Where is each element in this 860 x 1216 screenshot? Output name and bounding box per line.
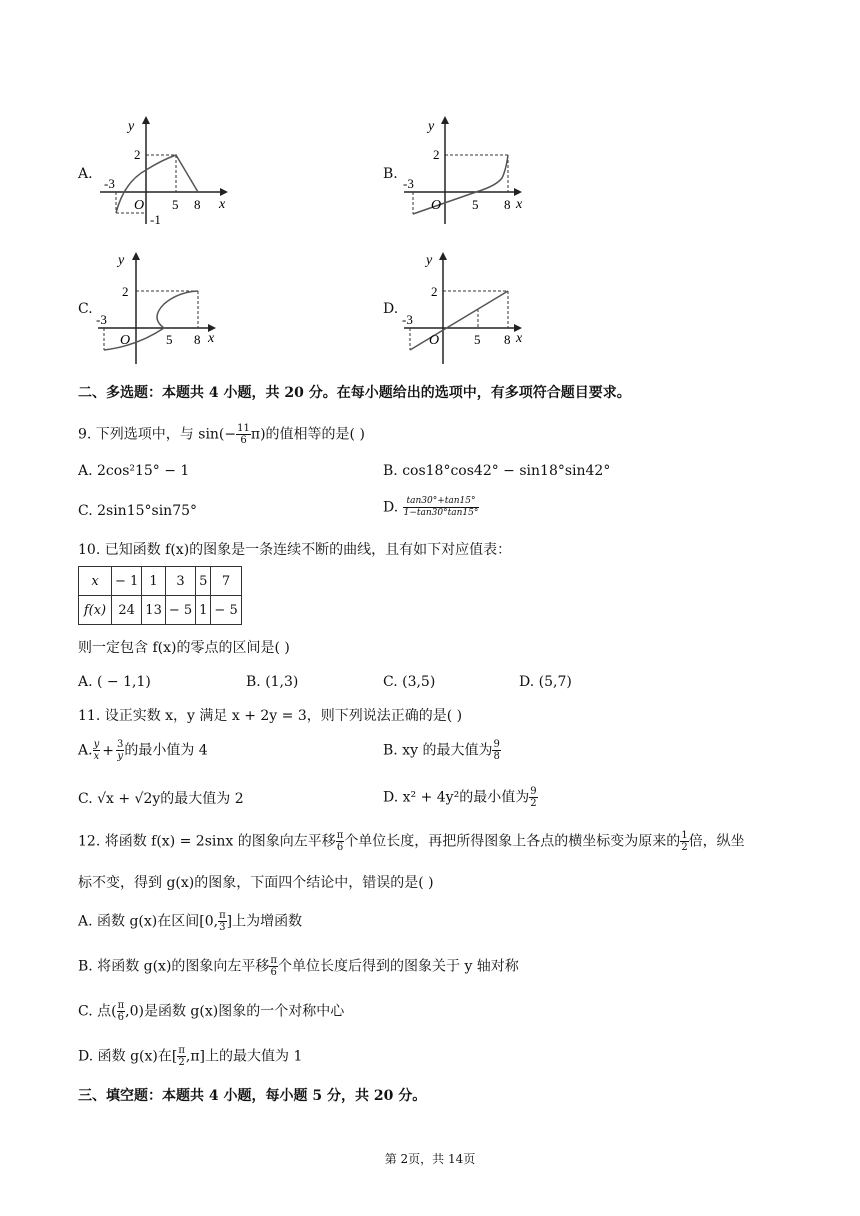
graph-c-tick-8: 8 xyxy=(194,332,201,347)
option-d-label: D. xyxy=(383,301,399,317)
graph-c-tick-neg3: -3 xyxy=(96,312,107,327)
graph-d-origin: O xyxy=(429,333,440,348)
q11-option-d: D. x² + 4y²的最小值为 $\frac{9}{2}$ xyxy=(383,786,537,809)
graph-a-tick-neg3: -3 xyxy=(104,176,115,191)
q11-option-a: A. $\frac{y}{x}$ + $\frac{3}{y}$ 的最小值为 4 xyxy=(78,739,208,762)
table-row xyxy=(79,596,242,625)
q9-stem-before: 9. 下列选项中，与 sin( xyxy=(78,426,225,443)
graph-c xyxy=(92,246,242,368)
graph-c-x-label: x xyxy=(208,331,215,346)
graph-a-tick-2: 2 xyxy=(134,147,141,162)
section-2-heading: 二、多选题：本题共 4 小题，共 20 分。在每小题给出的选项中，有多项符合题目要求。 xyxy=(78,385,631,401)
q9-option-a: A. 2cos²15° − 1 xyxy=(78,463,190,479)
graph-c-origin: O xyxy=(120,333,131,348)
option-c-label: C. xyxy=(78,301,93,317)
graph-a-tick-5: 5 xyxy=(172,197,179,212)
table-cell: 7 xyxy=(211,567,241,596)
q10-option-d: D. (5,7) xyxy=(519,674,572,690)
table-cell: − 5 xyxy=(211,596,241,625)
graph-a-tick-8: 8 xyxy=(194,197,201,212)
q9-option-d xyxy=(383,496,479,519)
q12-option-b: B. 将函数 g(x)的图象向左平移 $\frac{\pi}{6}$ 个单位长度后得到的图象关于 y 轴对称 xyxy=(78,955,519,978)
graph-b-y-label: y xyxy=(428,119,435,134)
q11-option-c: C. √x + √2y的最大值为 2 xyxy=(78,791,244,807)
option-b-label: B. xyxy=(383,166,398,182)
q9-stem-after: π)的值相等的是( ) xyxy=(250,426,365,443)
graph-a-tick-neg1: -1 xyxy=(150,212,161,227)
q10-option-b: B. (1,3) xyxy=(246,674,299,690)
graph-d-tick-8: 8 xyxy=(504,332,511,347)
table-row xyxy=(79,567,242,596)
q9-fraction: $\frac{11}{6}$ xyxy=(237,423,250,446)
graph-d xyxy=(398,246,548,368)
table-cell: f(x) xyxy=(79,596,112,625)
graph-b-x-label: x xyxy=(516,197,523,212)
q11-option-b: B. xy 的最大值为 $\frac{9}{8}$ xyxy=(383,739,500,762)
table-cell: − 5 xyxy=(165,596,195,625)
graph-a-x-label: x xyxy=(219,197,226,212)
graph-b-origin: O xyxy=(431,198,442,213)
q11-stem: 11. 设正实数 x，y 满足 x + 2y = 3，则下列说法正确的是( ) xyxy=(78,708,463,724)
q10-follow: 则一定包含 f(x)的零点的区间是( ) xyxy=(78,640,290,656)
q9-option-d-fraction: $\frac{\tan 30^\circ+\tan 15^\circ}{1-\tan 30^\circ\tan 15^\circ}$ xyxy=(403,496,479,518)
q10-option-c: C. (3,5) xyxy=(383,674,436,690)
section-3-heading: 三、填空题：本题共 4 小题，每小题 5 分，共 20 分。 xyxy=(78,1088,427,1104)
graph-a-y-label: y xyxy=(128,119,135,134)
graph-b-tick-neg3: -3 xyxy=(403,176,414,191)
table-cell: 3 xyxy=(165,567,195,596)
q10-value-table xyxy=(78,566,242,625)
graph-a-origin: O xyxy=(134,198,145,213)
graph-c-y-label: y xyxy=(118,253,125,268)
graph-d-tick-neg3: -3 xyxy=(402,312,413,327)
option-a-label: A. xyxy=(78,166,93,182)
graph-a xyxy=(94,112,244,230)
q12-line-1: 12. 将函数 f(x) = 2sinx 的图象向左平移 $\frac{\pi}{6}$ 个单位长度，再把所得图象上各点的横坐标变为原来的 $\frac{1}{2}$ 倍，纵坐 xyxy=(78,830,745,853)
graph-d-y-label: y xyxy=(426,253,433,268)
q9-option-d-label: D. xyxy=(383,499,399,516)
table-cell: 1 xyxy=(196,596,211,625)
table-cell: x xyxy=(79,567,112,596)
q12-option-a: A. 函数 g(x)在区间[0, $\frac{\pi}{3}$ ]上为增函数 xyxy=(78,910,303,933)
q12-option-d: D. 函数 g(x)在[ $\frac{\pi}{2}$ ,π]上的最大值为 1 xyxy=(78,1045,303,1068)
table-cell: 13 xyxy=(142,596,166,625)
q10-stem: 10. 已知函数 f(x)的图象是一条连续不断的曲线，且有如下对应值表： xyxy=(78,542,512,558)
table-cell: 5 xyxy=(196,567,211,596)
table-cell: 1 xyxy=(142,567,166,596)
page-footer: 第 2页，共 14页 xyxy=(384,1152,476,1166)
graph-b-tick-2: 2 xyxy=(433,147,440,162)
graph-d-tick-2: 2 xyxy=(431,284,438,299)
table-cell: − 1 xyxy=(112,567,142,596)
graph-d-x-label: x xyxy=(516,331,523,346)
graph-b xyxy=(398,112,548,230)
table-cell: 24 xyxy=(112,596,142,625)
q9-stem: 9. 下列选项中，与 sin(− $\frac{11}{6}$ π)的值相等的是( ) xyxy=(78,423,365,446)
graph-b-tick-5: 5 xyxy=(472,197,479,212)
q12-option-c: C. 点( $\frac{\pi}{6}$ ,0)是函数 g(x)图象的一个对称中心 xyxy=(78,1000,345,1023)
q10-option-a: A. ( − 1,1) xyxy=(78,674,151,690)
graph-b-tick-8: 8 xyxy=(504,197,511,212)
graph-c-tick-2: 2 xyxy=(122,284,129,299)
graph-d-tick-5: 5 xyxy=(474,332,481,347)
q9-option-b: B. cos18°cos42° − sin18°sin42° xyxy=(383,463,611,479)
q9-option-c: C. 2sin15°sin75° xyxy=(78,503,198,519)
q12-line-2: 标不变，得到 g(x)的图象，下面四个结论中，错误的是( ) xyxy=(78,875,434,891)
graph-c-tick-5: 5 xyxy=(166,332,173,347)
